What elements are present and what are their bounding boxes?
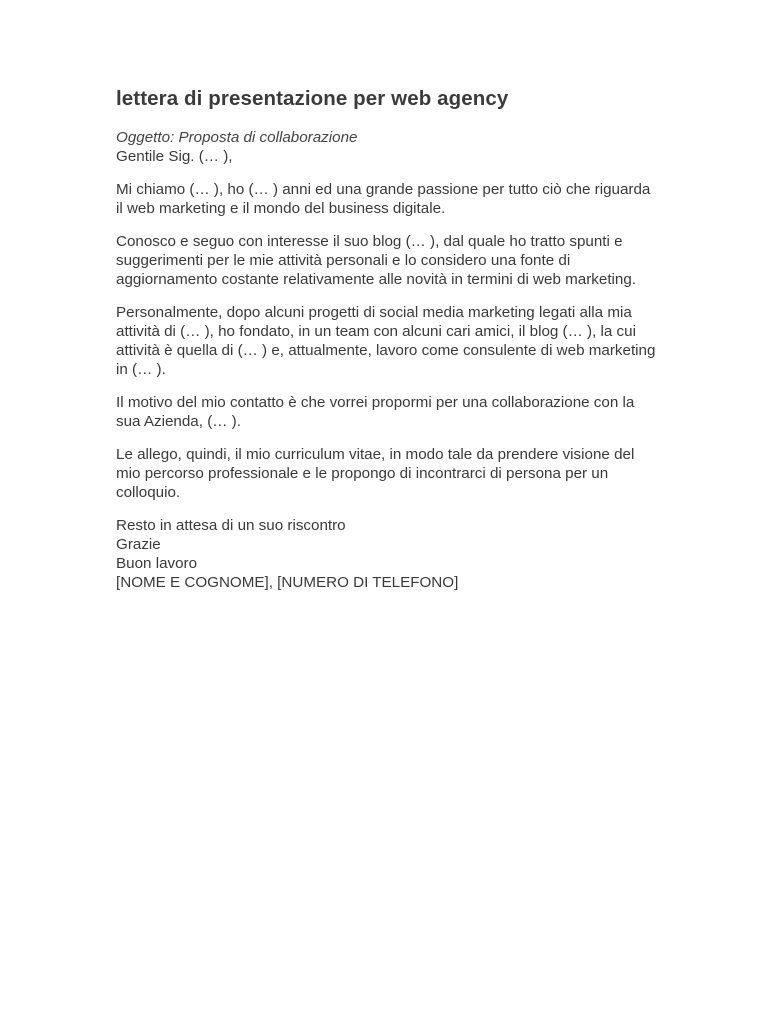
letter-paragraph-experience: Personalmente, dopo alcuni progetti di social media marketing legati alla mia attività di (… ), ho fondato, in un team con alcuni cari amici, il blog (… ), la cui attività è quella di (… ) e, attualmente, lavoro come consulente di web marketing in (… ). [116, 304, 656, 378]
letter-paragraph-attachment: Le allego, quindi, il mio curriculum vitae, in modo tale da prendere visione del mio percorso professionale e le propongo di incontrarci di persona per un colloquio. [116, 446, 635, 501]
letter-title: lettera di presentazione per web agency [116, 87, 509, 110]
letter-paragraph-intro: Mi chiamo (… ), ho (… ) anni ed una grande passione per tutto ciò che riguarda il web marketing e il mondo del business digitale. [116, 181, 651, 217]
closing-line-waiting: Resto in attesa di un suo riscontro [116, 517, 346, 534]
closing-line-signature: [NOME E COGNOME], [NUMERO DI TELEFONO] [116, 574, 459, 591]
letter-closing [116, 516, 661, 592]
letter-paragraph-blog: Conosco e seguo con interesse il suo blog (… ), dal quale ho tratto spunti e suggerimenti per le mie attività personali e lo considero una fonte di aggiornamento costante relativamente alle novità in termini di web marketing. [116, 233, 637, 288]
letter-paragraph-motivation: Il motivo del mio contatto è che vorrei propormi per una collaborazione con la sua Azienda, (… ). [116, 394, 635, 430]
closing-line-thanks: Grazie [116, 536, 161, 553]
letter-page [116, 84, 661, 592]
letter-salutation: Gentile Sig. (… ), [116, 148, 233, 165]
closing-line-greeting: Buon lavoro [116, 555, 198, 572]
letter-subject: Oggetto: Proposta di collaborazione [116, 129, 358, 146]
